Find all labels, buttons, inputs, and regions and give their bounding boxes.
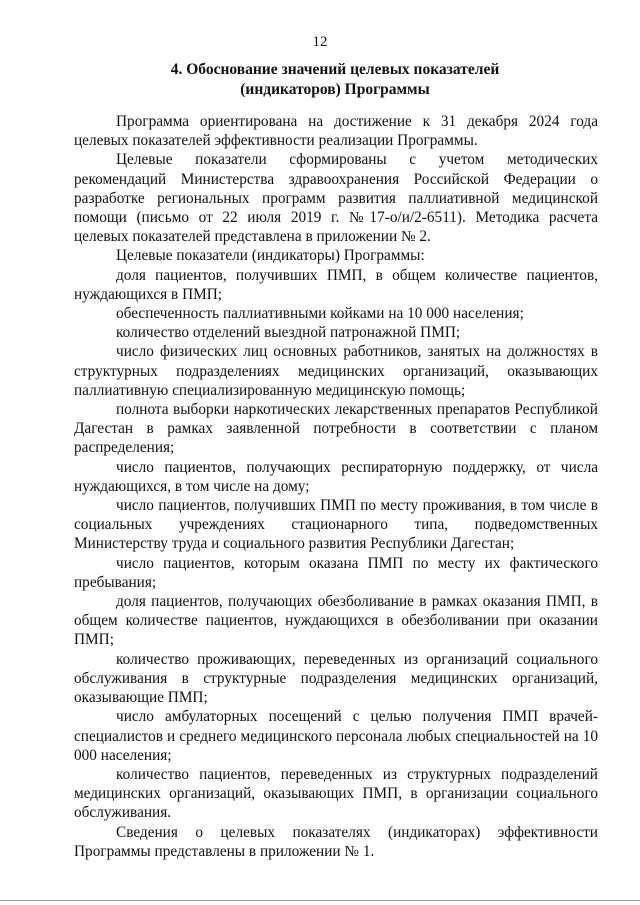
section-heading-line-1: 4. Обоснование значений целевых показателей	[170, 61, 500, 78]
paragraph-indicators-heading: Целевые показатели (индикаторы) Программы:	[116, 247, 425, 265]
section-heading-line-2: (индикаторов) Программы	[240, 81, 430, 98]
indicator-item: число физических лиц основных работников, занятых на должностях в структурных подразделениях медицинских организаций, оказывающих паллиативную специализированную медицинскую помощь;	[74, 343, 598, 399]
indicator-item: доля пациентов, получивших ПМП, в общем количестве пациентов, нуждающихся в ПМП;	[74, 266, 598, 303]
indicator-item: обеспеченность паллиативными койками на 10 000 населения;	[116, 305, 524, 323]
indicator-item: количество отделений выездной патронажной ПМП;	[116, 324, 461, 342]
page-bottom-edge	[0, 900, 640, 901]
indicator-item: полнота выборки наркотических лекарственных препаратов Республикой Дагестан в рамках заявленной потребности в соответствии с планом распределения;	[74, 401, 598, 457]
paragraph-intro: Программа ориентирована на достижение к 31 декабря 2024 года целевых показателей эффективности реализации Программы.	[74, 113, 598, 150]
body-text	[74, 112, 598, 861]
paragraph-methodology: Целевые показатели сформированы с учетом методических рекомендаций Министерства здравоохранения Российской Федерации о разработке региональных программ развития паллиативной медицинской помощи (письмо от 22 июля 2019 г. №17-о/и/2-6511). Методика расчета целевых показателей представлена в приложении № 2.	[74, 151, 598, 246]
paragraph-conclusion: Сведения о целевых показателях (индикаторах) эффективности Программы представлены в приложении № 1.	[74, 823, 598, 860]
indicator-item: доля пациентов, получающих обезболивание в рамках оказания ПМП, в общем количестве пациентов, нуждающихся в обезболивании при оказании ПМП;	[74, 593, 598, 649]
indicator-item: количество проживающих, переведенных из организаций социального обслуживания в структурные подразделения медицинских организаций, оказывающие ПМП;	[74, 650, 598, 707]
indicator-item: число пациентов, которым оказана ПМП по месту их фактического пребывания;	[74, 554, 598, 591]
indicator-item: число амбулаторных посещений с целью получения ПМП врачей-специалистов и среднего медицинского персонала любых специальностей на 10 000 населения;	[74, 708, 598, 764]
page-number: 12	[312, 34, 328, 50]
section-heading	[60, 60, 610, 100]
indicator-item: количество пациентов, переведенных из структурных подразделений медицинских организаций, оказывающих ПМП, в организации социального обслуживания.	[74, 765, 598, 822]
indicator-item: число пациентов, получающих респираторную поддержку, от числа нуждающихся, в том числе на дому;	[74, 458, 598, 495]
indicator-item: число пациентов, получивших ПМП по месту проживания, в том числе в социальных учреждениях стационарного типа, подведомственных Министерству труда и социального развития Республики Дагестан;	[74, 497, 598, 553]
